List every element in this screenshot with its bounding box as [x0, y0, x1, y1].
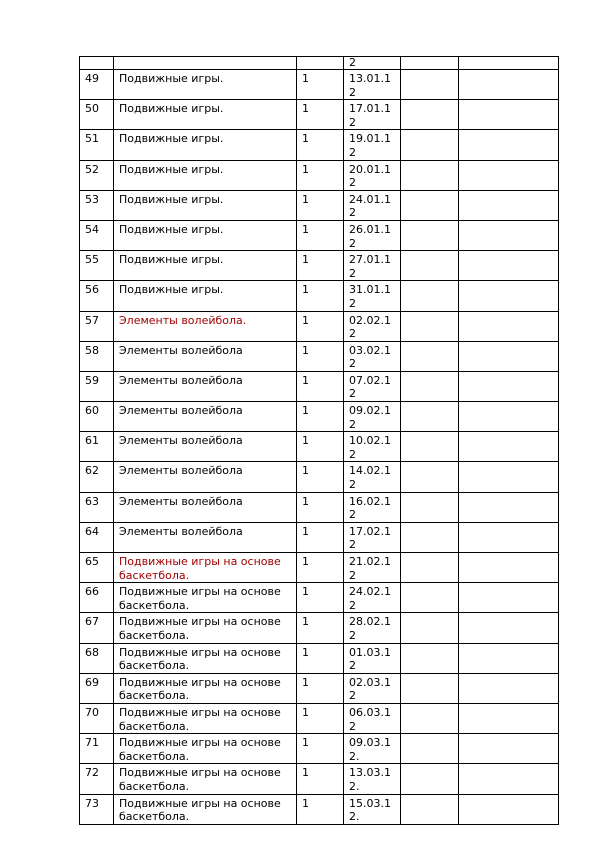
cell-date: 01.03.1 2 — [344, 643, 401, 673]
table-row — [80, 522, 559, 552]
cell-num: 56 — [80, 281, 114, 311]
cell-note — [459, 492, 559, 522]
lesson-table-body — [80, 57, 559, 825]
cell-date: 27.01.1 2 — [344, 251, 401, 281]
cell-num: 66 — [80, 583, 114, 613]
table-row — [80, 794, 559, 824]
cell-date: 15.03.1 2. — [344, 794, 401, 824]
cell-note — [459, 341, 559, 371]
cell-hours: 1 — [297, 130, 344, 160]
table-row — [80, 402, 559, 432]
cell-note — [459, 281, 559, 311]
cell-note — [459, 553, 559, 583]
cell-num — [80, 57, 114, 70]
cell-topic: Подвижные игры. — [114, 190, 297, 220]
cell-hours: 1 — [297, 70, 344, 100]
cell-fact-date — [401, 190, 459, 220]
cell-date: 16.02.1 2 — [344, 492, 401, 522]
cell-topic: Подвижные игры на основе баскетбола. — [114, 613, 297, 643]
cell-hours: 1 — [297, 190, 344, 220]
cell-num: 64 — [80, 522, 114, 552]
cell-num: 70 — [80, 703, 114, 733]
cell-hours: 1 — [297, 371, 344, 401]
cell-note — [459, 70, 559, 100]
cell-note — [459, 130, 559, 160]
cell-fact-date — [401, 100, 459, 130]
cell-num: 54 — [80, 220, 114, 250]
cell-fact-date — [401, 130, 459, 160]
table-row — [80, 462, 559, 492]
cell-num: 68 — [80, 643, 114, 673]
cell-topic: Подвижные игры на основе баскетбола. — [114, 553, 297, 583]
cell-topic: Элементы волейбола — [114, 462, 297, 492]
cell-topic: Подвижные игры на основе баскетбола. — [114, 583, 297, 613]
cell-hours: 1 — [297, 764, 344, 794]
cell-num: 62 — [80, 462, 114, 492]
cell-num: 59 — [80, 371, 114, 401]
cell-fact-date — [401, 734, 459, 764]
cell-topic: Подвижные игры на основе баскетбола. — [114, 764, 297, 794]
cell-fact-date — [401, 703, 459, 733]
cell-hours: 1 — [297, 402, 344, 432]
cell-num: 69 — [80, 673, 114, 703]
cell-date: 28.02.1 2 — [344, 613, 401, 643]
table-row — [80, 734, 559, 764]
cell-num: 51 — [80, 130, 114, 160]
cell-date: 13.03.1 2. — [344, 764, 401, 794]
cell-fact-date — [401, 492, 459, 522]
cell-date: 02.03.1 2 — [344, 673, 401, 703]
cell-fact-date — [401, 794, 459, 824]
cell-date: 24.02.1 2 — [344, 583, 401, 613]
cell-topic: Подвижные игры на основе баскетбола. — [114, 794, 297, 824]
cell-hours: 1 — [297, 734, 344, 764]
cell-fact-date — [401, 57, 459, 70]
cell-num: 55 — [80, 251, 114, 281]
table-row — [80, 220, 559, 250]
cell-note — [459, 703, 559, 733]
cell-note — [459, 402, 559, 432]
cell-note — [459, 160, 559, 190]
cell-hours: 1 — [297, 100, 344, 130]
cell-note — [459, 311, 559, 341]
cell-fact-date — [401, 462, 459, 492]
cell-fact-date — [401, 432, 459, 462]
table-row — [80, 673, 559, 703]
cell-date: 10.02.1 2 — [344, 432, 401, 462]
lesson-plan-table — [79, 56, 559, 825]
cell-topic: Подвижные игры. — [114, 70, 297, 100]
cell-topic: Подвижные игры. — [114, 220, 297, 250]
cell-topic: Подвижные игры. — [114, 100, 297, 130]
cell-hours: 1 — [297, 432, 344, 462]
cell-num: 52 — [80, 160, 114, 190]
cell-date: 17.02.1 2 — [344, 522, 401, 552]
cell-num: 58 — [80, 341, 114, 371]
cell-note — [459, 251, 559, 281]
cell-date: 09.02.1 2 — [344, 402, 401, 432]
cell-note — [459, 220, 559, 250]
table-row — [80, 281, 559, 311]
cell-hours: 1 — [297, 220, 344, 250]
cell-topic: Подвижные игры. — [114, 251, 297, 281]
cell-num: 57 — [80, 311, 114, 341]
cell-topic: Элементы волейбола — [114, 371, 297, 401]
cell-hours: 1 — [297, 553, 344, 583]
cell-fact-date — [401, 341, 459, 371]
cell-note — [459, 432, 559, 462]
cell-fact-date — [401, 522, 459, 552]
cell-fact-date — [401, 553, 459, 583]
cell-note — [459, 643, 559, 673]
cell-topic: Элементы волейбола — [114, 522, 297, 552]
cell-topic: Подвижные игры на основе баскетбола. — [114, 673, 297, 703]
cell-date: 06.03.1 2 — [344, 703, 401, 733]
table-row — [80, 492, 559, 522]
table-row — [80, 57, 559, 70]
table-row — [80, 583, 559, 613]
table-row — [80, 764, 559, 794]
cell-fact-date — [401, 251, 459, 281]
table-row — [80, 160, 559, 190]
table-row — [80, 70, 559, 100]
cell-fact-date — [401, 583, 459, 613]
cell-hours: 1 — [297, 703, 344, 733]
table-row — [80, 251, 559, 281]
table-row — [80, 190, 559, 220]
cell-hours: 1 — [297, 281, 344, 311]
cell-date: 31.01.1 2 — [344, 281, 401, 311]
cell-topic: Подвижные игры на основе баскетбола. — [114, 643, 297, 673]
table-row — [80, 311, 559, 341]
cell-topic: Элементы волейбола — [114, 432, 297, 462]
cell-hours: 1 — [297, 583, 344, 613]
cell-note — [459, 57, 559, 70]
table-row — [80, 613, 559, 643]
cell-date: 17.01.1 2 — [344, 100, 401, 130]
cell-fact-date — [401, 371, 459, 401]
cell-topic: Подвижные игры. — [114, 160, 297, 190]
cell-num: 60 — [80, 402, 114, 432]
cell-date: 24.01.1 2 — [344, 190, 401, 220]
cell-fact-date — [401, 220, 459, 250]
cell-hours: 1 — [297, 794, 344, 824]
cell-num: 50 — [80, 100, 114, 130]
table-row — [80, 371, 559, 401]
cell-num: 63 — [80, 492, 114, 522]
cell-hours: 1 — [297, 522, 344, 552]
cell-date: 07.02.1 2 — [344, 371, 401, 401]
cell-date: 14.02.1 2 — [344, 462, 401, 492]
cell-hours — [297, 57, 344, 70]
cell-fact-date — [401, 764, 459, 794]
cell-date: 13.01.1 2 — [344, 70, 401, 100]
cell-note — [459, 100, 559, 130]
table-row — [80, 100, 559, 130]
cell-topic: Элементы волейбола. — [114, 311, 297, 341]
cell-hours: 1 — [297, 341, 344, 371]
cell-note — [459, 613, 559, 643]
cell-topic: Элементы волейбола — [114, 492, 297, 522]
cell-note — [459, 794, 559, 824]
cell-date: 20.01.1 2 — [344, 160, 401, 190]
cell-num: 61 — [80, 432, 114, 462]
cell-note — [459, 190, 559, 220]
cell-num: 67 — [80, 613, 114, 643]
cell-hours: 1 — [297, 251, 344, 281]
cell-topic: Элементы волейбола — [114, 402, 297, 432]
cell-fact-date — [401, 613, 459, 643]
cell-note — [459, 734, 559, 764]
cell-fact-date — [401, 643, 459, 673]
cell-date: 09.03.1 2. — [344, 734, 401, 764]
table-row — [80, 643, 559, 673]
cell-fact-date — [401, 402, 459, 432]
cell-topic: Элементы волейбола — [114, 341, 297, 371]
cell-topic — [114, 57, 297, 70]
cell-date: 21.02.1 2 — [344, 553, 401, 583]
cell-fact-date — [401, 281, 459, 311]
cell-hours: 1 — [297, 311, 344, 341]
cell-note — [459, 522, 559, 552]
cell-date: 26.01.1 2 — [344, 220, 401, 250]
cell-note — [459, 673, 559, 703]
cell-hours: 1 — [297, 673, 344, 703]
cell-fact-date — [401, 70, 459, 100]
cell-num: 65 — [80, 553, 114, 583]
cell-num: 53 — [80, 190, 114, 220]
table-row — [80, 432, 559, 462]
cell-hours: 1 — [297, 643, 344, 673]
cell-topic: Подвижные игры. — [114, 130, 297, 160]
cell-hours: 1 — [297, 492, 344, 522]
cell-hours: 1 — [297, 613, 344, 643]
cell-note — [459, 462, 559, 492]
cell-note — [459, 371, 559, 401]
cell-date: 2 — [344, 57, 401, 70]
table-row — [80, 130, 559, 160]
cell-topic: Подвижные игры. — [114, 281, 297, 311]
cell-num: 71 — [80, 734, 114, 764]
cell-fact-date — [401, 673, 459, 703]
cell-num: 73 — [80, 794, 114, 824]
cell-topic: Подвижные игры на основе баскетбола. — [114, 703, 297, 733]
table-row — [80, 341, 559, 371]
cell-num: 72 — [80, 764, 114, 794]
table-row — [80, 703, 559, 733]
cell-fact-date — [401, 311, 459, 341]
table-row — [80, 553, 559, 583]
cell-date: 03.02.1 2 — [344, 341, 401, 371]
cell-hours: 1 — [297, 462, 344, 492]
cell-topic: Подвижные игры на основе баскетбола. — [114, 734, 297, 764]
cell-date: 19.01.1 2 — [344, 130, 401, 160]
cell-note — [459, 764, 559, 794]
cell-fact-date — [401, 160, 459, 190]
cell-hours: 1 — [297, 160, 344, 190]
cell-num: 49 — [80, 70, 114, 100]
cell-date: 02.02.1 2 — [344, 311, 401, 341]
cell-note — [459, 583, 559, 613]
